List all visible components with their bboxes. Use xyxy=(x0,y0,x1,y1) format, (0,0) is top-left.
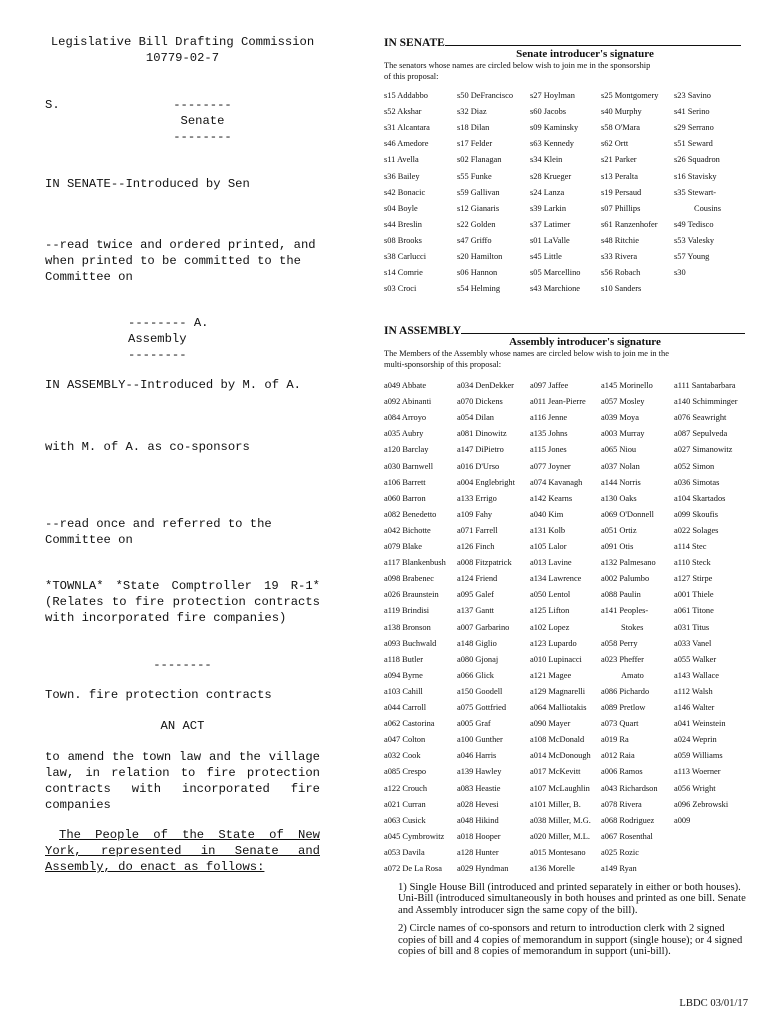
assembly-sponsor-name[interactable]: a065 Niou xyxy=(601,445,637,455)
assembly-sponsor-name[interactable]: a028 Hevesi xyxy=(457,799,499,809)
assembly-sponsor-name[interactable]: a068 Rodriguez xyxy=(601,815,655,825)
senate-sponsor-name[interactable]: s14 Comrie xyxy=(384,268,423,278)
enacting-clause: The People of the State of New York, represented in Senate and Assembly, do enact as follows: xyxy=(45,828,320,874)
assembly-sponsor-name[interactable]: a052 Simon xyxy=(674,461,715,471)
assembly-sponsor-name[interactable]: a025 Rozic xyxy=(601,847,639,857)
assembly-sponsor-name[interactable]: a037 Nolan xyxy=(601,461,640,471)
assembly-sponsor-name[interactable]: a100 Gunther xyxy=(457,735,503,745)
assembly-sponsor-name[interactable]: a127 Stirpe xyxy=(674,574,713,584)
assembly-sponsor-name[interactable]: a106 Barrett xyxy=(384,477,426,487)
assembly-sponsor-name[interactable]: a140 Schimminger xyxy=(674,397,738,407)
senate-sponsor-name[interactable]: s16 Stavisky xyxy=(674,171,717,181)
senate-sponsor-name[interactable]: s35 Stewart- xyxy=(674,187,717,197)
assembly-sponsor-name[interactable]: a045 Cymbrowitz xyxy=(384,831,445,841)
senate-sponsor-name[interactable]: s20 Hamilton xyxy=(457,252,503,261)
assembly-sponsor-name[interactable]: a013 Lavine xyxy=(530,558,572,568)
assembly-sponsor-name[interactable]: a082 Benedetto xyxy=(384,509,437,519)
assembly-sponsor-name[interactable]: a060 Barron xyxy=(384,493,426,503)
assembly-sponsor-name[interactable]: a148 Giglio xyxy=(457,638,497,648)
assembly-sponsor-name[interactable]: a046 Harris xyxy=(457,751,497,761)
senate-sponsor-name[interactable]: s42 Bonacic xyxy=(384,187,426,197)
senate-sponsor-name[interactable]: s01 LaValle xyxy=(530,235,570,245)
assembly-sponsor-name[interactable]: a147 DiPietro xyxy=(457,445,504,455)
senate-sponsor-name[interactable]: s57 Young xyxy=(674,252,710,261)
senate-signature-line[interactable] xyxy=(445,36,741,46)
assembly-sponsor-name[interactable]: a057 Mosley xyxy=(601,397,645,407)
assembly-note-line1: The Members of the Assembly whose names are circled below wish to join me in the xyxy=(384,349,669,358)
senate-dashes-bottom: -------- xyxy=(173,130,232,144)
assembly-sponsor-name[interactable]: a117 Blankenbush xyxy=(384,558,446,568)
senate-note-line1: The senators whose names are circled below wish to join me in the sponsorship xyxy=(384,61,651,70)
assembly-sponsor-name[interactable]: a058 Perry xyxy=(601,638,638,648)
assembly-sponsor-name[interactable]: a126 Finch xyxy=(457,542,495,551)
assembly-sponsor-name[interactable]: a096 Zebrowski xyxy=(674,799,729,809)
assembly-sponsor-name[interactable]: a099 Skoufis xyxy=(674,509,718,519)
assembly-sponsor-name[interactable]: a092 Abinanti xyxy=(384,397,432,407)
assembly-sponsor-name[interactable]: a101 Miller, B. xyxy=(530,799,581,809)
assembly-sponsor-name[interactable]: a005 Graf xyxy=(457,719,491,729)
assembly-sponsor-name[interactable]: Amato xyxy=(621,670,644,680)
assembly-sponsor-name[interactable]: a121 Magee xyxy=(530,670,572,680)
assembly-sponsor-name[interactable]: a024 Weprin xyxy=(674,735,717,745)
assembly-sponsor-name[interactable]: a085 Crespo xyxy=(384,767,427,777)
senate-sponsor-name[interactable]: s19 Persaud xyxy=(601,187,642,197)
cosponsors-line: with M. of A. as co-sponsors xyxy=(45,440,250,454)
assembly-sponsor-name[interactable]: a026 Braunstein xyxy=(384,590,439,600)
senate-sponsor-name[interactable]: s08 Brooks xyxy=(384,235,422,245)
senate-sponsor-name[interactable]: s47 Griffo xyxy=(457,235,492,245)
assembly-sponsor-name[interactable]: a143 Wallace xyxy=(674,670,719,680)
senate-sponsor-name[interactable]: s44 Breslin xyxy=(384,219,422,229)
assembly-sponsor-name[interactable]: a120 Barclay xyxy=(384,445,429,455)
senate-sponsor-name[interactable]: s59 Gallivan xyxy=(457,187,500,197)
assembly-sponsor-name[interactable]: a113 Woerner xyxy=(674,767,721,777)
footnote-2: 2) Circle names of co-sponsors and return to introduction clerk with 2 signed copies of bill and 4 copies of memorandum in support (single house); or 4 signed copies of bill and 8 copies of memorandum in support (uni-bill). xyxy=(398,923,743,958)
assembly-sponsor-name[interactable]: a081 Dinowitz xyxy=(457,429,507,439)
assembly-sponsor-name[interactable]: a087 Sepulveda xyxy=(674,429,728,439)
senate-sponsor-name[interactable]: s63 Kennedy xyxy=(530,139,574,149)
assembly-sponsor-name[interactable]: a047 Colton xyxy=(384,735,426,745)
assembly-sponsor-name[interactable]: a069 O'Donnell xyxy=(601,509,654,519)
senate-sponsor-name[interactable]: s53 Valesky xyxy=(674,235,715,245)
assembly-sponsor-name[interactable]: a094 Byrne xyxy=(384,670,423,680)
assembly-sponsor-name[interactable]: a086 Pichardo xyxy=(601,686,650,696)
assembly-sponsor-name[interactable]: a135 Johns xyxy=(530,429,568,439)
assembly-sponsor-name[interactable]: a097 Jaffee xyxy=(530,381,569,390)
assembly-sponsor-name[interactable]: a029 Hyndman xyxy=(457,864,509,873)
assembly-note-line2: multi-sponsorship of this proposal: xyxy=(384,359,502,369)
assembly-sponsor-name[interactable]: a116 Jenne xyxy=(530,413,568,423)
assembly-sponsor-name[interactable]: a056 Wright xyxy=(674,783,716,793)
senate-sponsor-name[interactable]: s26 Squadron xyxy=(674,155,720,165)
senate-sponsor-name[interactable]: s36 Bailey xyxy=(384,171,420,181)
assembly-sponsor-name[interactable]: a131 Kolb xyxy=(530,525,566,535)
assembly-sponsor-name[interactable]: a066 Glick xyxy=(457,670,494,680)
assembly-section-header xyxy=(384,324,746,369)
senate-sponsor-name[interactable]: s24 Lanza xyxy=(530,187,565,197)
assembly-sponsor-name[interactable]: a083 Heastie xyxy=(457,783,501,793)
assembly-sponsor-name[interactable]: a020 Miller, M.L. xyxy=(530,831,590,841)
senate-sponsor-name[interactable]: s43 Marchione xyxy=(530,284,581,294)
assembly-sponsor-name[interactable]: a108 McDonald xyxy=(530,735,585,745)
senate-sponsor-name[interactable]: s61 Ranzenhofer xyxy=(601,219,658,229)
senate-label: Senate xyxy=(180,114,225,128)
senate-sponsor-name[interactable]: s29 Serrano xyxy=(674,123,714,133)
assembly-signature-label: Assembly introducer's signature xyxy=(509,336,661,348)
senate-sponsor-name[interactable]: s18 Dilan xyxy=(457,123,490,133)
senate-sponsor-name[interactable]: s54 Helming xyxy=(457,284,501,294)
assembly-sponsor-name[interactable]: a118 Butler xyxy=(384,654,423,664)
assembly-sponsor-name[interactable]: a110 Steck xyxy=(674,558,711,568)
assembly-sponsor-name[interactable]: a119 Brindisi xyxy=(384,606,430,616)
assembly-sponsor-name[interactable]: a010 Lupinacci xyxy=(530,654,582,664)
assembly-sponsor-name[interactable]: a149 Ryan xyxy=(601,864,637,873)
assembly-sponsor-name[interactable]: a042 Bichotte xyxy=(384,525,431,535)
senate-sponsor-name[interactable]: s11 Avella xyxy=(384,155,419,165)
form-id: LBDC 03/01/17 xyxy=(679,998,748,1009)
assembly-sponsor-name[interactable]: a134 Lawrence xyxy=(530,574,582,584)
assembly-label: Assembly xyxy=(128,332,187,346)
assembly-sponsor-name[interactable]: a075 Gottfried xyxy=(457,703,507,712)
assembly-sponsor-name[interactable]: a067 Rosenthal xyxy=(601,831,653,841)
senate-sponsor-name[interactable]: s06 Hannon xyxy=(457,268,498,278)
assembly-sponsor-name[interactable]: a053 Davila xyxy=(384,847,425,857)
senate-sponsor-name[interactable]: s34 Klein xyxy=(530,155,563,165)
senate-sponsor-name[interactable]: s46 Amedore xyxy=(384,139,429,149)
senate-sponsor-name[interactable]: s28 Krueger xyxy=(530,171,572,181)
assembly-sponsor-name[interactable]: a055 Walker xyxy=(674,654,717,664)
assembly-sponsor-name[interactable]: a018 Hooper xyxy=(457,831,501,841)
assembly-sponsor-name[interactable]: a041 Weinstein xyxy=(674,719,726,729)
senate-sponsor-name[interactable]: s38 Carlucci xyxy=(384,252,427,261)
senate-section-title: IN SENATE xyxy=(384,37,445,49)
assembly-sponsor-name[interactable]: a128 Hunter xyxy=(457,847,499,857)
senate-sponsor-name[interactable]: s27 Hoylman xyxy=(530,91,575,100)
assembly-sponsor-name[interactable]: a115 Jones xyxy=(530,445,567,455)
senate-sponsor-name[interactable]: s39 Larkin xyxy=(530,203,567,213)
assembly-sponsor-name[interactable]: a089 Pretlow xyxy=(601,703,646,712)
assembly-sponsor-name[interactable]: a040 Kim xyxy=(530,509,564,519)
assembly-sponsor-name[interactable]: a022 Solages xyxy=(674,525,719,535)
assembly-sponsor-name[interactable]: a145 Morinello xyxy=(601,381,653,390)
senate-sponsor-name[interactable]: s05 Marcellino xyxy=(530,268,581,278)
assembly-sponsor-name[interactable]: a049 Abbate xyxy=(384,381,427,390)
senate-sponsor-name[interactable]: s32 Diaz xyxy=(457,107,487,117)
bill-id: 10779-02-7 xyxy=(145,51,220,65)
assembly-sponsor-name[interactable]: a001 Thiele xyxy=(674,590,714,600)
assembly-sponsor-name[interactable]: a038 Miller, M.G. xyxy=(530,815,591,825)
in-assembly-introduced: IN ASSEMBLY--Introduced by M. of A. xyxy=(45,378,301,392)
senate-sponsor-name[interactable]: s03 Croci xyxy=(384,284,417,294)
senate-sponsor-name[interactable]: s40 Murphy xyxy=(601,107,642,117)
footnotes xyxy=(384,882,746,964)
assembly-sponsor-name[interactable]: a003 Murray xyxy=(601,429,645,439)
assembly-sponsor-name[interactable]: a019 Ra xyxy=(601,735,629,745)
assembly-sponsor-name[interactable]: a039 Moya xyxy=(601,413,639,423)
senate-sponsor-name[interactable]: s04 Boyle xyxy=(384,203,418,213)
assembly-sponsor-name[interactable]: a125 Lifton xyxy=(530,606,570,616)
footnote-1: 1) Single House Bill (introduced and printed separately in either or both houses). Uni-Bill (introduced simultaneously in both houses and printed as one bill. Senate and Assembly introducer sign the same copy of the bill). xyxy=(398,882,746,916)
senate-sponsor-name[interactable]: s22 Golden xyxy=(457,219,496,229)
assembly-prefix: -------- A. xyxy=(128,316,209,330)
assembly-sponsor-name[interactable]: a107 McLaughlin xyxy=(530,783,590,793)
assembly-sponsor-name[interactable]: a091 Otis xyxy=(601,542,634,551)
assembly-sponsor-name[interactable]: a146 Walter xyxy=(674,703,715,712)
assembly-sponsor-name[interactable]: a105 Lalor xyxy=(530,542,567,551)
senate-sponsor-name[interactable]: s51 Seward xyxy=(674,139,713,149)
senate-dashes-top: -------- xyxy=(173,98,232,112)
senate-sponsor-name[interactable]: s31 Alcantara xyxy=(384,123,430,133)
assembly-sponsor-name[interactable]: a136 Morelle xyxy=(530,864,575,873)
short-title: Town. fire protection contracts xyxy=(45,688,272,702)
assembly-sponsor-name[interactable]: a142 Kearns xyxy=(530,493,573,503)
subject-dashes: -------- xyxy=(153,658,212,672)
senate-sponsor-name[interactable]: s15 Addabbo xyxy=(384,91,428,100)
senate-section-header xyxy=(384,36,746,81)
assembly-sponsor-name[interactable]: a124 Friend xyxy=(457,574,498,584)
senate-sponsor-name[interactable]: s07 Phillips xyxy=(601,203,641,213)
assembly-sponsor-name[interactable]: a076 Seawright xyxy=(674,413,727,423)
senate-sponsor-name[interactable]: s30 xyxy=(674,268,686,278)
assembly-sponsor-name[interactable]: a011 Jean-Pierre xyxy=(530,397,586,407)
assembly-sponsor-name[interactable]: a130 Oaks xyxy=(601,493,637,503)
assembly-sponsor-name[interactable]: a054 Dilan xyxy=(457,413,494,423)
assembly-sponsor-name[interactable]: a012 Raia xyxy=(601,751,635,761)
assembly-signature-line[interactable] xyxy=(461,324,745,334)
assembly-sponsor-name[interactable]: a114 Stec xyxy=(674,542,707,551)
assembly-sponsor-name[interactable]: a002 Palumbo xyxy=(601,574,650,584)
assembly-sponsor-name[interactable]: a007 Garbarino xyxy=(457,622,510,632)
senate-sponsor-name[interactable]: s02 Flanagan xyxy=(457,155,502,165)
assembly-sponsor-name[interactable]: a063 Cusick xyxy=(384,815,426,825)
assembly-sponsor-name[interactable]: a104 Skartados xyxy=(674,493,726,503)
senate-prefix: S. xyxy=(45,98,60,112)
assembly-sponsor-name[interactable]: a129 Magnarelli xyxy=(530,686,586,696)
assembly-sponsor-name[interactable]: a090 Mayer xyxy=(530,719,571,729)
act-purpose: to amend the town law and the village law, in relation to fire protection contracts with incorporated fire companies xyxy=(45,750,320,812)
assembly-sponsor-name[interactable]: a031 Titus xyxy=(674,622,710,632)
assembly-sponsor-name[interactable]: a008 Fitzpatrick xyxy=(457,558,512,568)
assembly-sponsor-name[interactable]: a122 Crouch xyxy=(384,783,428,793)
senate-sponsor-name[interactable]: s62 Ortt xyxy=(601,139,629,149)
assembly-sponsor-name[interactable]: a109 Fahy xyxy=(457,509,493,519)
assembly-sponsor-name[interactable]: a102 Lopez xyxy=(530,622,570,632)
senate-sponsor-name[interactable]: s12 Gianaris xyxy=(457,203,500,213)
assembly-sponsor-name[interactable]: a044 Carroll xyxy=(384,703,427,712)
assembly-sponsor-name[interactable]: a073 Quart xyxy=(601,719,639,729)
assembly-sponsor-name[interactable]: a032 Cook xyxy=(384,751,421,761)
assembly-sponsor-name[interactable]: a048 Hikind xyxy=(457,815,499,825)
senate-sponsor-name[interactable]: s10 Sanders xyxy=(601,284,642,294)
assembly-sponsor-name[interactable]: a138 Bronson xyxy=(384,622,431,632)
assembly-sponsor-name[interactable]: a150 Goodell xyxy=(457,686,503,696)
assembly-sponsor-name[interactable]: a036 Simotas xyxy=(674,477,720,487)
senate-sponsor-name[interactable]: s58 O'Mara xyxy=(601,123,640,133)
assembly-sponsor-name[interactable]: a084 Arroyo xyxy=(384,413,427,423)
assembly-sponsor-name[interactable]: a071 Farrell xyxy=(457,525,498,535)
assembly-sponsor-name[interactable]: a062 Castorina xyxy=(384,719,435,729)
senate-sponsor-name[interactable]: s33 Rivera xyxy=(601,252,638,261)
assembly-sponsor-name[interactable]: a095 Galef xyxy=(457,590,494,600)
assembly-sponsor-name[interactable]: a059 Williams xyxy=(674,751,723,761)
senate-sponsor-name[interactable]: s25 Montgomery xyxy=(601,91,659,100)
assembly-sponsor-name[interactable]: a050 Lentol xyxy=(530,590,571,600)
senate-sponsor-name[interactable]: Cousins xyxy=(694,203,721,213)
assembly-sponsor-name[interactable]: a112 Walsh xyxy=(674,686,713,696)
senate-sponsor-name[interactable]: s50 DeFrancisco xyxy=(457,91,514,100)
assembly-sponsor-name[interactable]: a098 Brabenec xyxy=(384,574,434,584)
senate-sponsor-name[interactable]: s23 Savino xyxy=(674,91,711,100)
assembly-sponsor-name[interactable]: a034 DenDekker xyxy=(457,381,514,390)
assembly-sponsor-name[interactable]: a015 Montesano xyxy=(530,847,586,857)
assembly-sponsor-name[interactable]: a035 Aubry xyxy=(384,429,424,439)
assembly-sponsor-name[interactable]: a139 Hawley xyxy=(457,767,502,777)
senate-note-line2: of this proposal: xyxy=(384,71,439,81)
assembly-read-once: --read once and referred to the Committee on xyxy=(45,517,272,547)
senate-sponsor-name[interactable]: s37 Latimer xyxy=(530,219,571,229)
commission-name: Legislative Bill Drafting Commission xyxy=(50,35,315,49)
subject-line: *TOWNLA* *State Comptroller 19 R-1* (Relates to fire protection contracts with incorporated fire companies) xyxy=(45,579,320,625)
senate-sponsor-name[interactable]: s60 Jacobs xyxy=(530,107,567,117)
senate-sponsor-name[interactable]: s52 Akshar xyxy=(384,107,422,117)
assembly-sponsor-name[interactable]: a144 Norris xyxy=(601,477,641,487)
senate-sponsor-name[interactable]: s41 Serino xyxy=(674,107,710,117)
assembly-sponsor-name[interactable]: a137 Gantt xyxy=(457,606,494,616)
senate-signature-label: Senate introducer's signature xyxy=(516,48,654,60)
senate-sponsor-name[interactable]: s21 Parker xyxy=(601,155,637,165)
senate-sponsor-name[interactable]: s17 Felder xyxy=(457,139,493,149)
assembly-sponsor-name[interactable]: a043 Richardson xyxy=(601,783,658,793)
assembly-sponsor-name[interactable]: a079 Blake xyxy=(384,542,422,551)
senate-sponsor-name[interactable]: s13 Peralta xyxy=(601,171,638,181)
assembly-sponsor-name[interactable]: a141 Peoples- xyxy=(601,606,649,616)
assembly-sponsor-name[interactable]: a017 McKevitt xyxy=(530,767,581,777)
assembly-sponsor-name[interactable]: a009 xyxy=(674,815,691,825)
assembly-sponsor-name[interactable]: a030 Barnwell xyxy=(384,461,434,471)
senate-read-twice: --read twice and ordered printed, and when printed to be committed to the Committee on xyxy=(45,238,316,284)
assembly-sponsor-name[interactable]: a132 Palmesano xyxy=(601,558,656,568)
assembly-sponsor-name[interactable]: a074 Kavanagh xyxy=(530,477,583,487)
assembly-sponsor-name[interactable]: a061 Titone xyxy=(674,606,714,616)
assembly-dashes: -------- xyxy=(128,348,187,362)
an-act-heading: AN ACT xyxy=(160,719,205,733)
assembly-sponsor-name[interactable]: a016 D'Urso xyxy=(457,461,500,471)
senate-sponsor-name[interactable]: s09 Kaminsky xyxy=(530,123,579,133)
assembly-sponsor-name[interactable]: a072 De La Rosa xyxy=(384,864,442,873)
assembly-sponsor-name[interactable]: a033 Vanel xyxy=(674,638,712,648)
assembly-sponsor-name[interactable]: a111 Santabarbara xyxy=(674,381,736,390)
senate-sponsor-name[interactable]: s49 Tedisco xyxy=(674,219,714,229)
senate-sponsor-name[interactable]: s56 Robach xyxy=(601,268,641,278)
assembly-sponsor-name[interactable]: a027 Simanowitz xyxy=(674,445,733,455)
assembly-sponsor-name[interactable]: a014 McDonough xyxy=(530,751,591,761)
assembly-sponsor-name[interactable]: a077 Joyner xyxy=(530,461,571,471)
assembly-sponsor-name[interactable]: a021 Curran xyxy=(384,799,426,809)
assembly-sponsor-name[interactable]: a070 Dickens xyxy=(457,397,503,407)
assembly-sponsor-name[interactable]: a123 Lupardo xyxy=(530,638,577,648)
assembly-sponsor-name[interactable]: a088 Paulin xyxy=(601,590,641,600)
in-senate-introduced: IN SENATE--Introduced by Sen xyxy=(45,177,250,191)
senate-sponsor-name[interactable]: s55 Funke xyxy=(457,171,492,181)
assembly-sponsor-name[interactable]: a133 Errigo xyxy=(457,493,497,503)
assembly-sponsor-name[interactable]: a080 Gjonaj xyxy=(457,654,499,664)
assembly-sponsor-name[interactable]: a004 Englebright xyxy=(457,477,515,487)
senate-sponsor-name[interactable]: s48 Ritchie xyxy=(601,235,639,245)
assembly-sponsor-name[interactable]: a051 Ortiz xyxy=(601,525,637,535)
senate-sponsor-name[interactable]: s45 Little xyxy=(530,252,562,261)
assembly-sponsor-name[interactable]: a023 Pheffer xyxy=(601,654,644,664)
assembly-sponsor-name[interactable]: a078 Rivera xyxy=(601,799,642,809)
assembly-sponsor-name[interactable]: Stokes xyxy=(621,622,644,632)
assembly-sponsor-name[interactable]: a064 Malliotakis xyxy=(530,703,587,712)
assembly-sponsor-name[interactable]: a103 Cahill xyxy=(384,686,423,696)
assembly-sponsor-name[interactable]: a006 Ramos xyxy=(601,767,643,777)
assembly-sponsor-name[interactable]: a093 Buchwald xyxy=(384,638,437,648)
assembly-section-title: IN ASSEMBLY xyxy=(384,325,462,337)
